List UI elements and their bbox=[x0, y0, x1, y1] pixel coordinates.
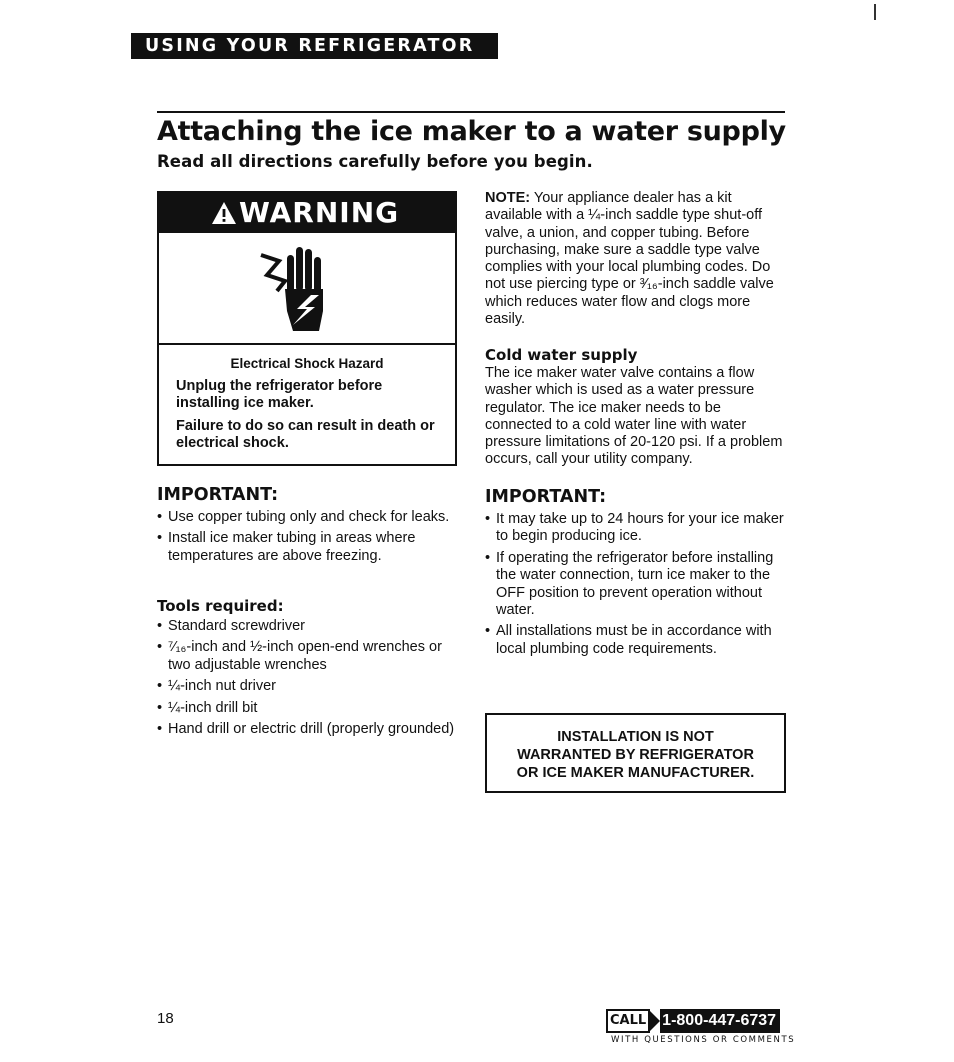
installation-notice-line: WARRANTED BY REFRIGERATOR bbox=[517, 747, 754, 763]
list-item: • ¼-inch drill bit bbox=[157, 700, 457, 717]
tools-list bbox=[157, 618, 457, 738]
warning-header bbox=[159, 193, 455, 233]
left-important-section bbox=[157, 485, 457, 569]
list-item: • ⁷⁄₁₆-inch and ½-inch open-end wrenches or two adjustable wrenches bbox=[157, 639, 457, 674]
list-item: • ¼-inch nut driver bbox=[157, 678, 457, 695]
warning-divider bbox=[159, 343, 455, 345]
page-subtitle: Read all directions carefully before you begin. bbox=[157, 152, 593, 171]
warning-instruction: Unplug the refrigerator before installing ice maker. bbox=[176, 378, 383, 411]
installation-notice-line: OR ICE MAKER MANUFACTURER. bbox=[516, 765, 755, 781]
cold-water-section bbox=[485, 346, 787, 469]
cold-water-text: The ice maker water valve contains a flow washer which is used as a water pressure regulator. The ice maker needs to be connected to a cold water line with water pressure limitations of 20-120 psi. If a problem occurs, call your utility company. bbox=[485, 365, 783, 468]
right-important-section bbox=[485, 487, 787, 662]
left-important-list bbox=[157, 509, 457, 565]
installation-notice-line: INSTALLATION IS NOT bbox=[557, 729, 714, 745]
page-number: 18 bbox=[157, 1010, 174, 1027]
electric-shock-hand-icon bbox=[259, 245, 339, 335]
list-item: • If operating the refrigerator before installing the water connection, turn ice maker to the OFF position to prevent operation without water. bbox=[485, 550, 787, 620]
section-banner: USING YOUR REFRIGERATOR bbox=[131, 33, 498, 59]
note-paragraph bbox=[485, 190, 787, 328]
warning-consequence: Failure to do so can result in death or electrical shock. bbox=[176, 418, 435, 451]
right-important-list bbox=[485, 511, 787, 658]
margin-mark bbox=[874, 4, 876, 20]
page-title: Attaching the ice maker to a water supply bbox=[157, 116, 786, 147]
cold-water-heading: Cold water supply bbox=[485, 346, 638, 364]
list-item: • Standard screwdriver bbox=[157, 618, 457, 635]
installation-notice-box bbox=[485, 713, 786, 793]
list-item: • Use copper tubing only and check for leaks. bbox=[157, 509, 457, 526]
note-label: NOTE: bbox=[485, 190, 531, 206]
hazard-name: Electrical Shock Hazard bbox=[230, 356, 384, 371]
note-text: Your appliance dealer has a kit available with a ¼-inch saddle type shut-off valve, a union, and copper tubing. Before purchasing, make sure a saddle type valve complies with your local plumbing codes. Do not use piercing type or ³⁄₁₆-inch saddle valve which reduces water flow and clogs more easily. bbox=[485, 190, 774, 328]
title-rule bbox=[157, 111, 785, 113]
call-caption: WITH QUESTIONS OR COMMENTS bbox=[611, 1035, 796, 1045]
call-arrow-icon bbox=[648, 1009, 660, 1033]
list-item: • All installations must be in accordance with local plumbing code requirements. bbox=[485, 623, 787, 658]
warning-triangle-icon bbox=[211, 201, 237, 225]
tools-section bbox=[157, 597, 457, 742]
left-important-heading: IMPORTANT: bbox=[157, 485, 279, 505]
warning-label: WARNING bbox=[239, 196, 400, 229]
list-item: • Install ice maker tubing in areas where temperatures are above freezing. bbox=[157, 530, 457, 565]
warning-box bbox=[157, 191, 457, 466]
tools-heading: Tools required: bbox=[157, 597, 284, 615]
list-item: • It may take up to 24 hours for your ice maker to begin producing ice. bbox=[485, 511, 787, 546]
call-badge bbox=[606, 1009, 780, 1033]
phone-number: 1-800-447-6737 bbox=[660, 1009, 780, 1033]
right-important-heading: IMPORTANT: bbox=[485, 487, 607, 507]
call-label: CALL bbox=[606, 1009, 650, 1033]
list-item: • Hand drill or electric drill (properly grounded) bbox=[157, 721, 457, 738]
